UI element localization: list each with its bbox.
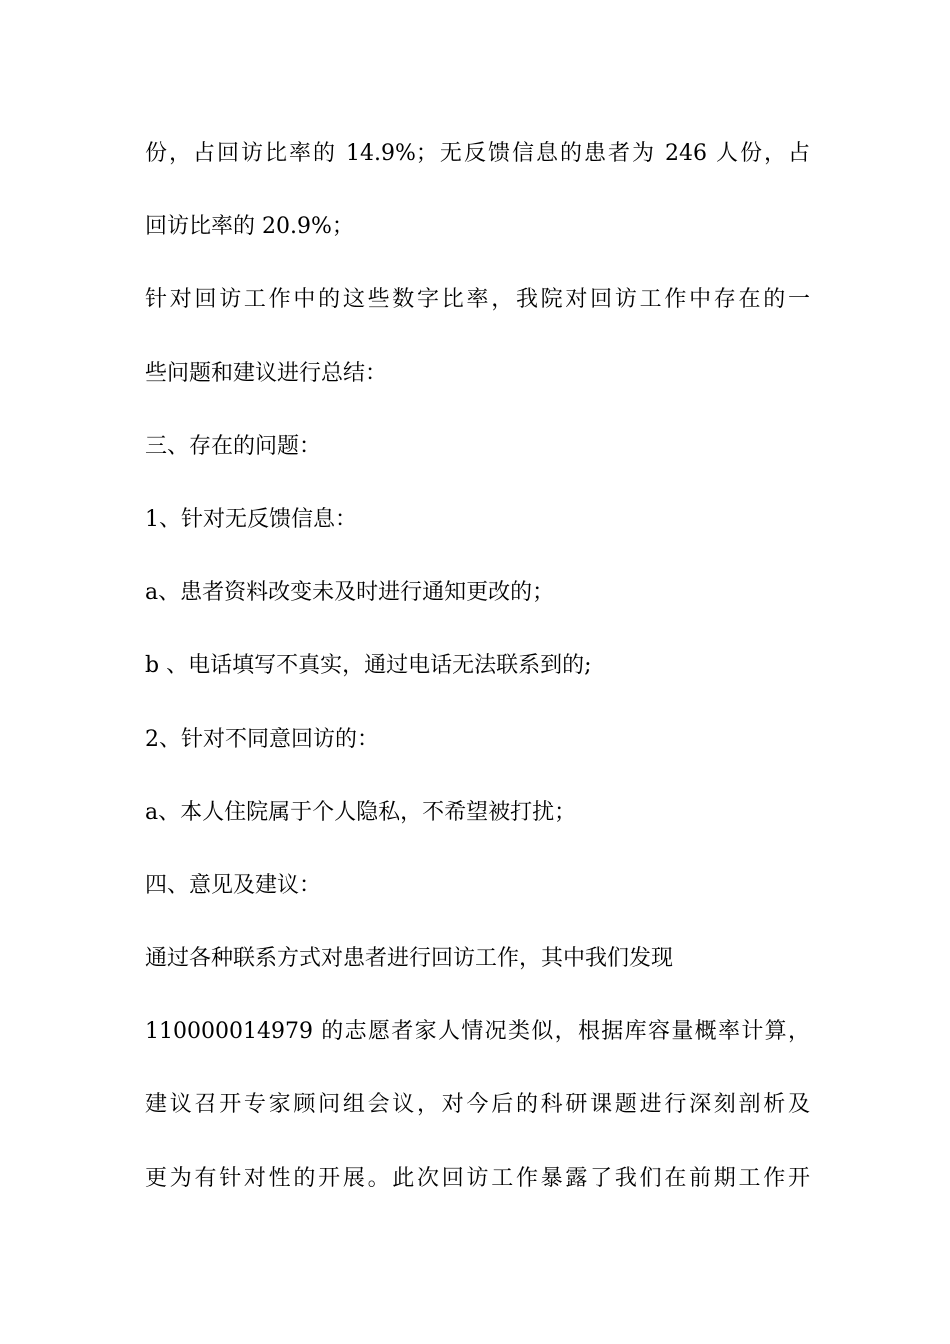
text-line: 通过各种联系方式对患者进行回访工作，其中我们发现 bbox=[145, 946, 674, 972]
text-line: 110000014979 的志愿者家人情况类似，根据库容量概率计算， bbox=[145, 1019, 810, 1045]
list-item: b 、电话填写不真实，通过电话无法联系到的; bbox=[145, 653, 592, 679]
text-line: 建议召开专家顾问组会议，对今后的科研课题进行深刻剖析及 bbox=[145, 1092, 810, 1118]
text-line: 针对回访工作中的这些数字比率，我院对回访工作中存在的一 bbox=[145, 287, 810, 313]
text-line: 份，占回访比率的 14.9%；无反馈信息的患者为 246 人份，占 bbox=[145, 141, 810, 166]
list-item: 2、针对不同意回访的： bbox=[145, 726, 379, 752]
text-line: 更为有针对性的开展。此次回访工作暴露了我们在前期工作开 bbox=[145, 1165, 810, 1191]
list-item: 1、针对无反馈信息： bbox=[145, 506, 357, 532]
section-heading: 四、意见及建议： bbox=[145, 872, 322, 898]
list-item: a、本人住院属于个人隐私，不希望被打扰； bbox=[145, 799, 577, 825]
section-heading: 三、存在的问题： bbox=[145, 433, 322, 459]
document-body bbox=[145, 132, 810, 1230]
list-item: a、患者资料改变未及时进行通知更改的； bbox=[145, 580, 555, 606]
text-line: 回访比率的 20.9%； bbox=[145, 214, 354, 240]
text-line: 些问题和建议进行总结： bbox=[145, 360, 388, 386]
